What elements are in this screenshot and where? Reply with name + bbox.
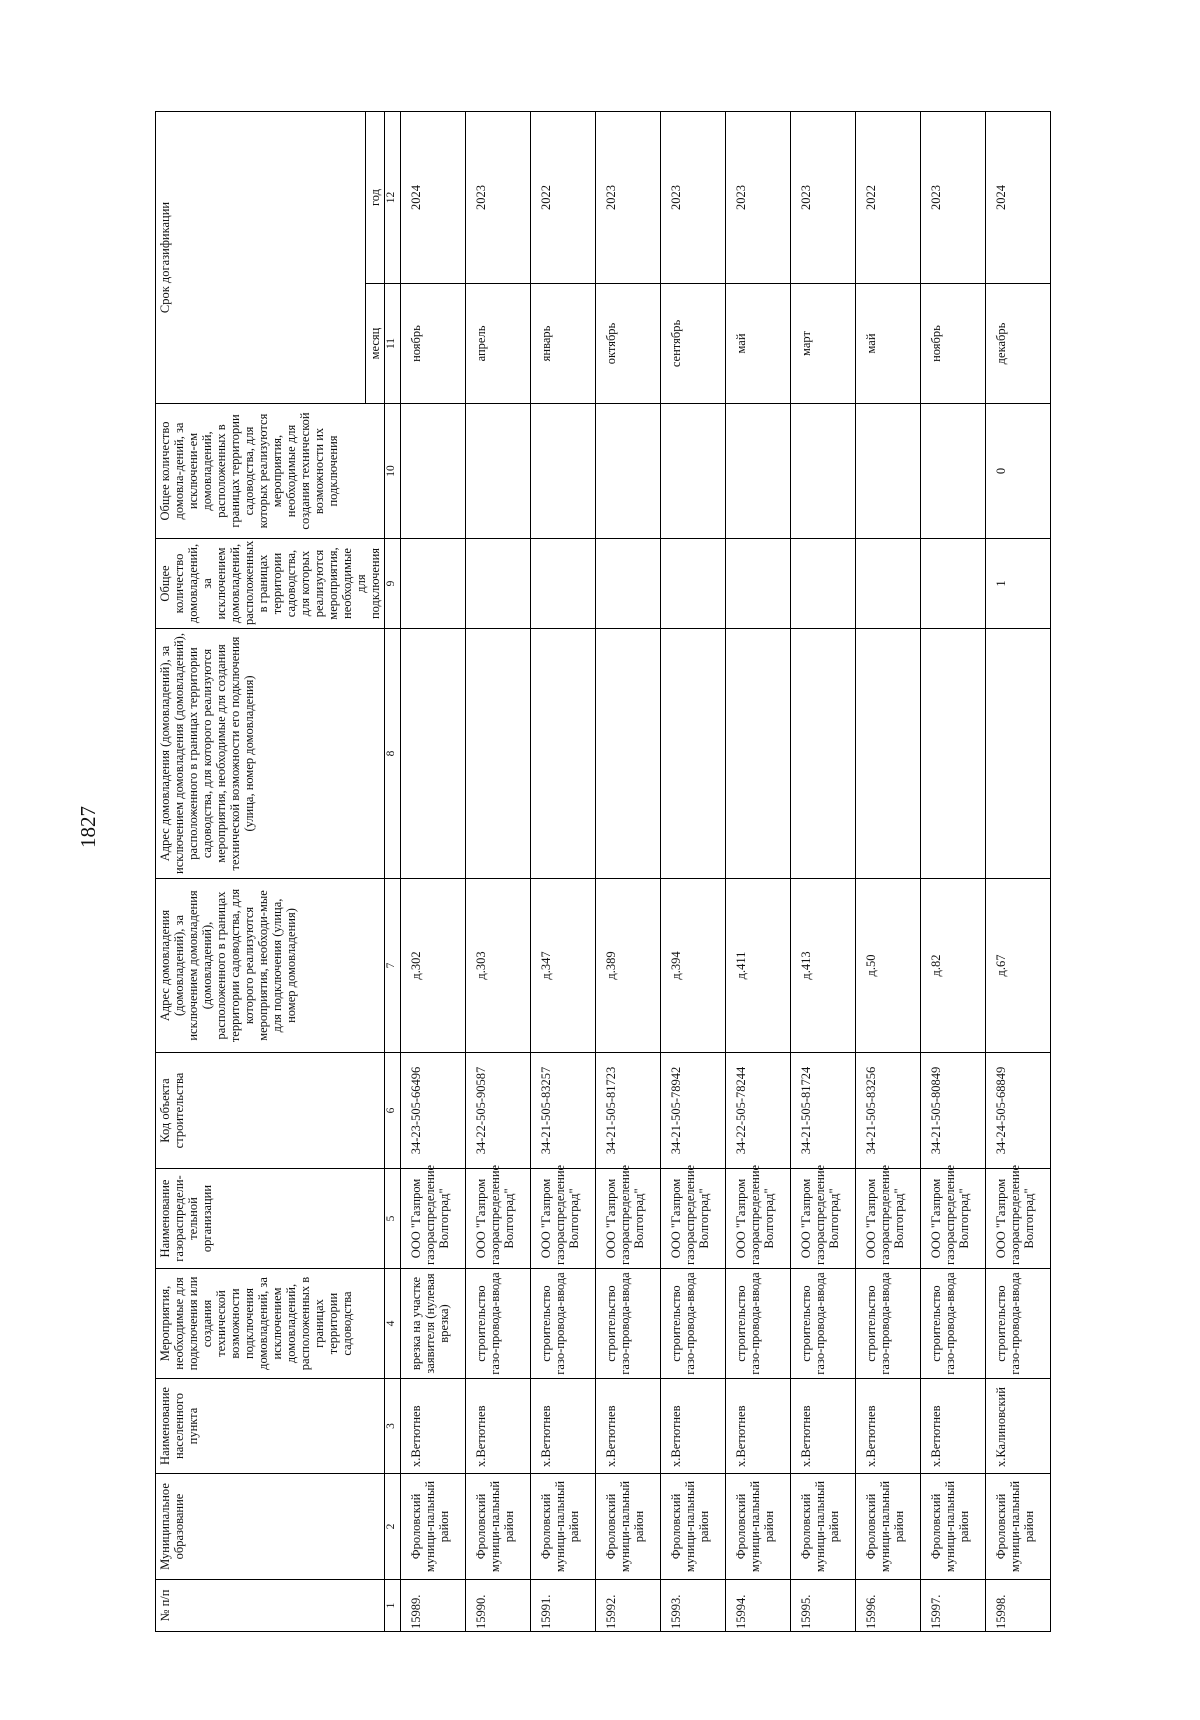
cell-year: 2024 (986, 112, 1051, 284)
cell-event: строительство газо-провода-ввода (791, 1269, 856, 1379)
cell-settlement: х.Ветютнев (791, 1379, 856, 1474)
cell-settlement: х.Ветютнев (921, 1379, 986, 1474)
column-number: 8 (385, 629, 401, 879)
cell-year: 2023 (596, 112, 661, 284)
cell-event: строительство газо-провода-ввода (661, 1269, 726, 1379)
gasification-table (155, 111, 1051, 1632)
cell-total-capability (856, 404, 921, 539)
cell-municipality: Фроловский муници-пальный район (856, 1474, 921, 1580)
cell-total-connection (726, 539, 791, 629)
cell-settlement: х.Ветютнев (661, 1379, 726, 1474)
cell-event: строительство газо-провода-ввода (531, 1269, 596, 1379)
cell-address-capability (921, 629, 986, 879)
cell-total-capability (726, 404, 791, 539)
cell-organization: ООО "Газпром газораспределение Волгоград" (596, 1169, 661, 1269)
table-row (596, 112, 661, 1632)
cell-total-capability: 0 (986, 404, 1051, 539)
cell-month: октябрь (596, 284, 661, 404)
cell-address-connection: д.413 (791, 879, 856, 1053)
table-row (856, 112, 921, 1632)
cell-municipality: Фроловский муници-пальный район (466, 1474, 531, 1580)
cell-municipality: Фроловский муници-пальный район (661, 1474, 726, 1580)
cell-row-number: 15989. (401, 1580, 466, 1632)
column-number: 3 (385, 1379, 401, 1474)
cell-organization: ООО "Газпром газораспределение Волгоград" (726, 1169, 791, 1269)
table-body (401, 112, 1051, 1632)
cell-address-connection: д.347 (531, 879, 596, 1053)
cell-municipality: Фроловский муници-пальный район (921, 1474, 986, 1580)
column-number: 2 (385, 1474, 401, 1580)
cell-object-code: 34-22-505-90587 (466, 1053, 531, 1169)
cell-year: 2022 (856, 112, 921, 284)
cell-total-capability (531, 404, 596, 539)
cell-settlement: х.Ветютнев (401, 1379, 466, 1474)
cell-settlement: х.Ветютнев (531, 1379, 596, 1474)
cell-total-capability (466, 404, 531, 539)
table-row (401, 112, 466, 1632)
cell-address-connection: д.303 (466, 879, 531, 1053)
cell-event: строительство газо-провода-ввода (986, 1269, 1051, 1379)
header-municipality: Муниципальное образование (156, 1474, 385, 1580)
column-number: 7 (385, 879, 401, 1053)
cell-object-code: 34-21-505-78942 (661, 1053, 726, 1169)
cell-address-connection: д.302 (401, 879, 466, 1053)
column-number: 11 (385, 284, 401, 404)
cell-total-connection (791, 539, 856, 629)
header-organization: Наименование газораспредели-тельной организации (156, 1169, 385, 1269)
table-row (466, 112, 531, 1632)
table-row (986, 112, 1051, 1632)
rotated-table-container (155, 112, 1035, 1632)
cell-organization: ООО "Газпром газораспределение Волгоград" (661, 1169, 726, 1269)
cell-year: 2024 (401, 112, 466, 284)
cell-settlement: х.Калиновский (986, 1379, 1051, 1474)
cell-settlement: х.Ветютнев (726, 1379, 791, 1474)
cell-event: строительство газо-провода-ввода (726, 1269, 791, 1379)
cell-row-number: 15990. (466, 1580, 531, 1632)
cell-event: строительство газо-провода-ввода (466, 1269, 531, 1379)
header-year: год (365, 112, 384, 284)
cell-address-capability (661, 629, 726, 879)
cell-settlement: х.Ветютнев (596, 1379, 661, 1474)
cell-total-capability (921, 404, 986, 539)
cell-total-capability (596, 404, 661, 539)
cell-object-code: 34-21-505-80849 (921, 1053, 986, 1169)
header-deadline: Срок догазификации (156, 112, 366, 404)
cell-year: 2023 (661, 112, 726, 284)
cell-object-code: 34-22-505-78244 (726, 1053, 791, 1169)
cell-month: ноябрь (921, 284, 986, 404)
cell-address-capability (726, 629, 791, 879)
cell-address-capability (466, 629, 531, 879)
cell-row-number: 15998. (986, 1580, 1051, 1632)
header-address-capability: Адрес домовладения (домовладений), за исключением домовладения (домовладений), расположенного в границах территории садоводства, для которого реализуются мероприятия, необходимые для создания технической возможности его подключения (улица, номер домовладения) (156, 629, 385, 879)
cell-year: 2023 (791, 112, 856, 284)
cell-address-connection: д.394 (661, 879, 726, 1053)
header-total-capability: Общее количество домовла-дений, за исключени-ем домовладений, расположенных в границах территории садоводства, для которых реализуются мероприятия, необходимые для создания технической возможности их подключения (156, 404, 385, 539)
cell-month: ноябрь (401, 284, 466, 404)
cell-total-connection (531, 539, 596, 629)
header-object-code: Код объекта строительства (156, 1053, 385, 1169)
cell-row-number: 15991. (531, 1580, 596, 1632)
column-number: 10 (385, 404, 401, 539)
cell-month: сентябрь (661, 284, 726, 404)
cell-organization: ООО "Газпром газораспределение Волгоград" (531, 1169, 596, 1269)
table-row (531, 112, 596, 1632)
table-row (921, 112, 986, 1632)
cell-organization: ООО "Газпром газораспределение Волгоград" (921, 1169, 986, 1269)
cell-row-number: 15992. (596, 1580, 661, 1632)
header-settlement: Наименование населенного пункта (156, 1379, 385, 1474)
cell-month: март (791, 284, 856, 404)
page-number: 1827 (76, 806, 100, 848)
cell-total-capability (661, 404, 726, 539)
column-number: 9 (385, 539, 401, 629)
cell-address-capability (531, 629, 596, 879)
cell-address-capability (401, 629, 466, 879)
cell-month: декабрь (986, 284, 1051, 404)
cell-total-connection: 1 (986, 539, 1051, 629)
cell-object-code: 34-23-505-66496 (401, 1053, 466, 1169)
cell-object-code: 34-21-505-81723 (596, 1053, 661, 1169)
cell-total-connection (466, 539, 531, 629)
cell-municipality: Фроловский муници-пальный район (596, 1474, 661, 1580)
cell-address-connection: д.67 (986, 879, 1051, 1053)
cell-year: 2023 (466, 112, 531, 284)
cell-object-code: 34-21-505-81724 (791, 1053, 856, 1169)
cell-month: январь (531, 284, 596, 404)
cell-total-capability (791, 404, 856, 539)
cell-organization: ООО "Газпром газораспределение Волгоград" (401, 1169, 466, 1269)
cell-municipality: Фроловский муници-пальный район (726, 1474, 791, 1580)
column-number: 6 (385, 1053, 401, 1169)
cell-year: 2022 (531, 112, 596, 284)
cell-total-connection (921, 539, 986, 629)
cell-address-connection: д.411 (726, 879, 791, 1053)
cell-object-code: 34-24-505-68849 (986, 1053, 1051, 1169)
column-number: 12 (385, 112, 401, 284)
cell-event: строительство газо-провода-ввода (596, 1269, 661, 1379)
cell-row-number: 15995. (791, 1580, 856, 1632)
cell-municipality: Фроловский муници-пальный район (401, 1474, 466, 1580)
cell-total-connection (401, 539, 466, 629)
header-month: месяц (365, 284, 384, 404)
cell-month: май (726, 284, 791, 404)
cell-row-number: 15993. (661, 1580, 726, 1632)
cell-row-number: 15997. (921, 1580, 986, 1632)
cell-address-capability (856, 629, 921, 879)
cell-event: строительство газо-провода-ввода (921, 1269, 986, 1379)
cell-settlement: х.Ветютнев (856, 1379, 921, 1474)
cell-municipality: Фроловский муници-пальный район (791, 1474, 856, 1580)
cell-organization: ООО "Газпром газораспределение Волгоград" (986, 1169, 1051, 1269)
cell-address-connection: д.82 (921, 879, 986, 1053)
column-number: 4 (385, 1269, 401, 1379)
header-address-connection: Адрес домовладения (домовладений), за исключением домовладения (домовладений), расположенного в границах территории садоводства, для которого реализуются мероприятия, необходи-мые для подключения (улица, номер домовладения) (156, 879, 385, 1053)
header-total-connection: Общее количество домовладений, за исключением домовладений, расположенных в границах территории садоводства, для которых реализуются мероприятия, необходимые для подключения (156, 539, 385, 629)
cell-year: 2023 (921, 112, 986, 284)
table-row (791, 112, 856, 1632)
cell-municipality: Фроловский муници-пальный район (986, 1474, 1051, 1580)
cell-total-connection (661, 539, 726, 629)
cell-address-connection: д.50 (856, 879, 921, 1053)
cell-object-code: 34-21-505-83257 (531, 1053, 596, 1169)
column-number: 5 (385, 1169, 401, 1269)
cell-municipality: Фроловский муници-пальный район (531, 1474, 596, 1580)
cell-event: строительство газо-провода-ввода (856, 1269, 921, 1379)
cell-organization: ООО "Газпром газораспределение Волгоград" (856, 1169, 921, 1269)
column-number: 1 (385, 1580, 401, 1632)
cell-object-code: 34-21-505-83256 (856, 1053, 921, 1169)
table-row (661, 112, 726, 1632)
cell-total-connection (856, 539, 921, 629)
cell-address-capability (596, 629, 661, 879)
header-event: Мероприятия, необходимые для подключения или создания технической возможности подключения домовладений, за исключением домовладений, расположенных в границах территории садоводства (156, 1269, 385, 1379)
cell-address-connection: д.389 (596, 879, 661, 1053)
column-number-row (385, 112, 401, 1632)
cell-total-connection (596, 539, 661, 629)
table-row (726, 112, 791, 1632)
cell-total-capability (401, 404, 466, 539)
header-number: № п/п (156, 1580, 385, 1632)
cell-organization: ООО "Газпром газораспределение Волгоград" (466, 1169, 531, 1269)
cell-month: май (856, 284, 921, 404)
cell-organization: ООО "Газпром газораспределение Волгоград" (791, 1169, 856, 1269)
cell-address-capability (791, 629, 856, 879)
cell-year: 2023 (726, 112, 791, 284)
cell-address-capability (986, 629, 1051, 879)
cell-row-number: 15996. (856, 1580, 921, 1632)
cell-month: апрель (466, 284, 531, 404)
cell-settlement: х.Ветютнев (466, 1379, 531, 1474)
cell-event: врезка на участке заявителя (нулевая врезка) (401, 1269, 466, 1379)
cell-row-number: 15994. (726, 1580, 791, 1632)
